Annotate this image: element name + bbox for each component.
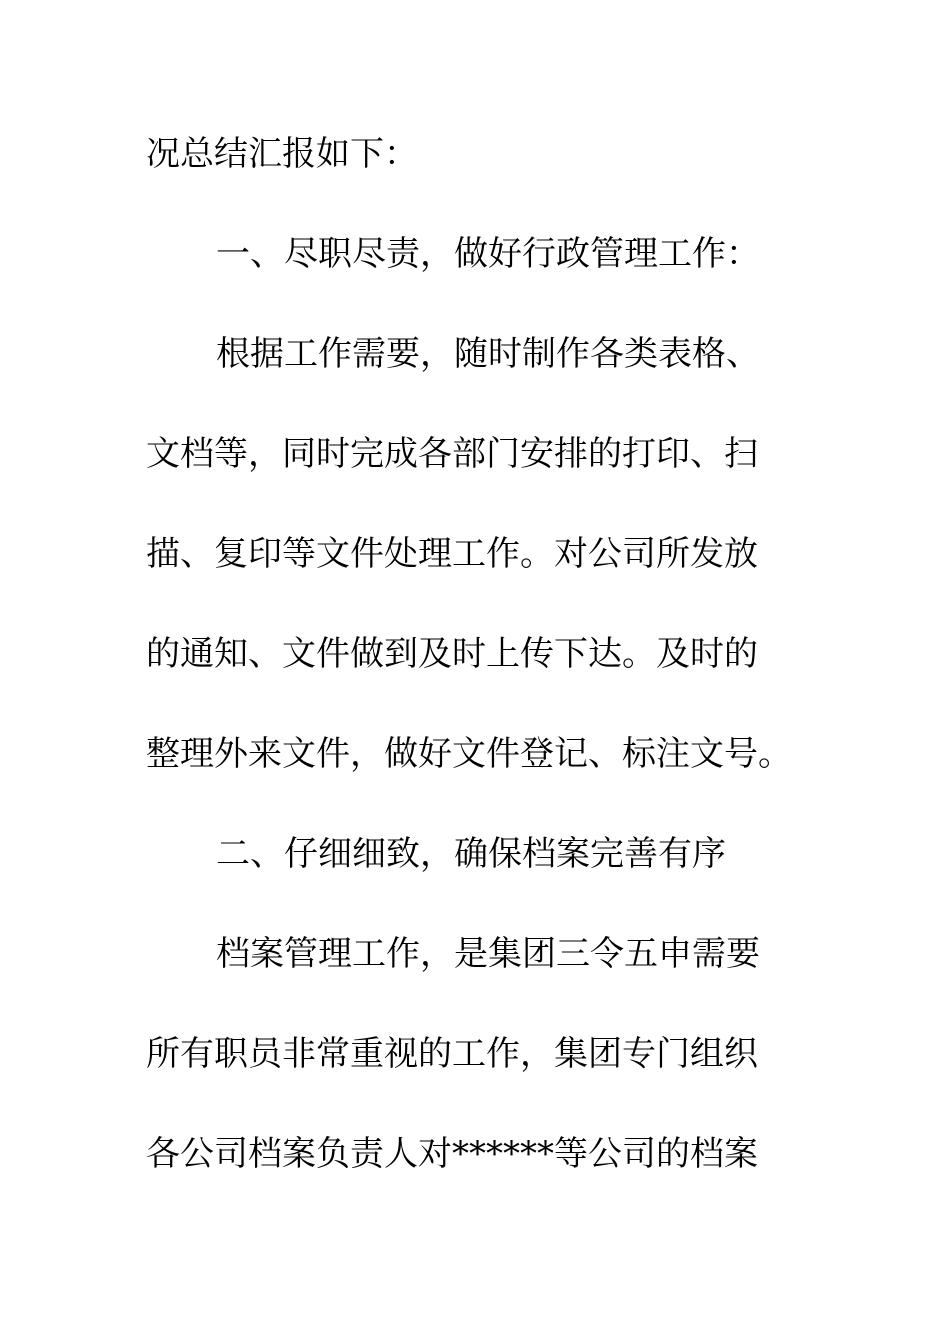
text-line: 整理外来文件，做好文件登记、标注文号。 [146, 734, 792, 774]
text-line: 档案管理工作，是集团三令五申需要 [216, 934, 760, 974]
text-line: 描、复印等文件处理工作。对公司所发放 [146, 534, 758, 574]
section-heading: 二、仔细细致，确保档案完善有序 [216, 834, 726, 874]
text-line: 根据工作需要，随时制作各类表格、 [216, 334, 760, 374]
text-line: 各公司档案负责人对******等公司的档案 [146, 1134, 758, 1174]
text-line: 所有职员非常重视的工作，集团专门组织 [146, 1034, 758, 1074]
text-line: 况总结汇报如下： [146, 134, 418, 174]
text-line: 的通知、文件做到及时上传下达。及时的 [146, 634, 758, 674]
text-line: 文档等，同时完成各部门安排的打印、扫 [146, 434, 758, 474]
section-heading: 一、尽职尽责，做好行政管理工作： [216, 234, 760, 274]
